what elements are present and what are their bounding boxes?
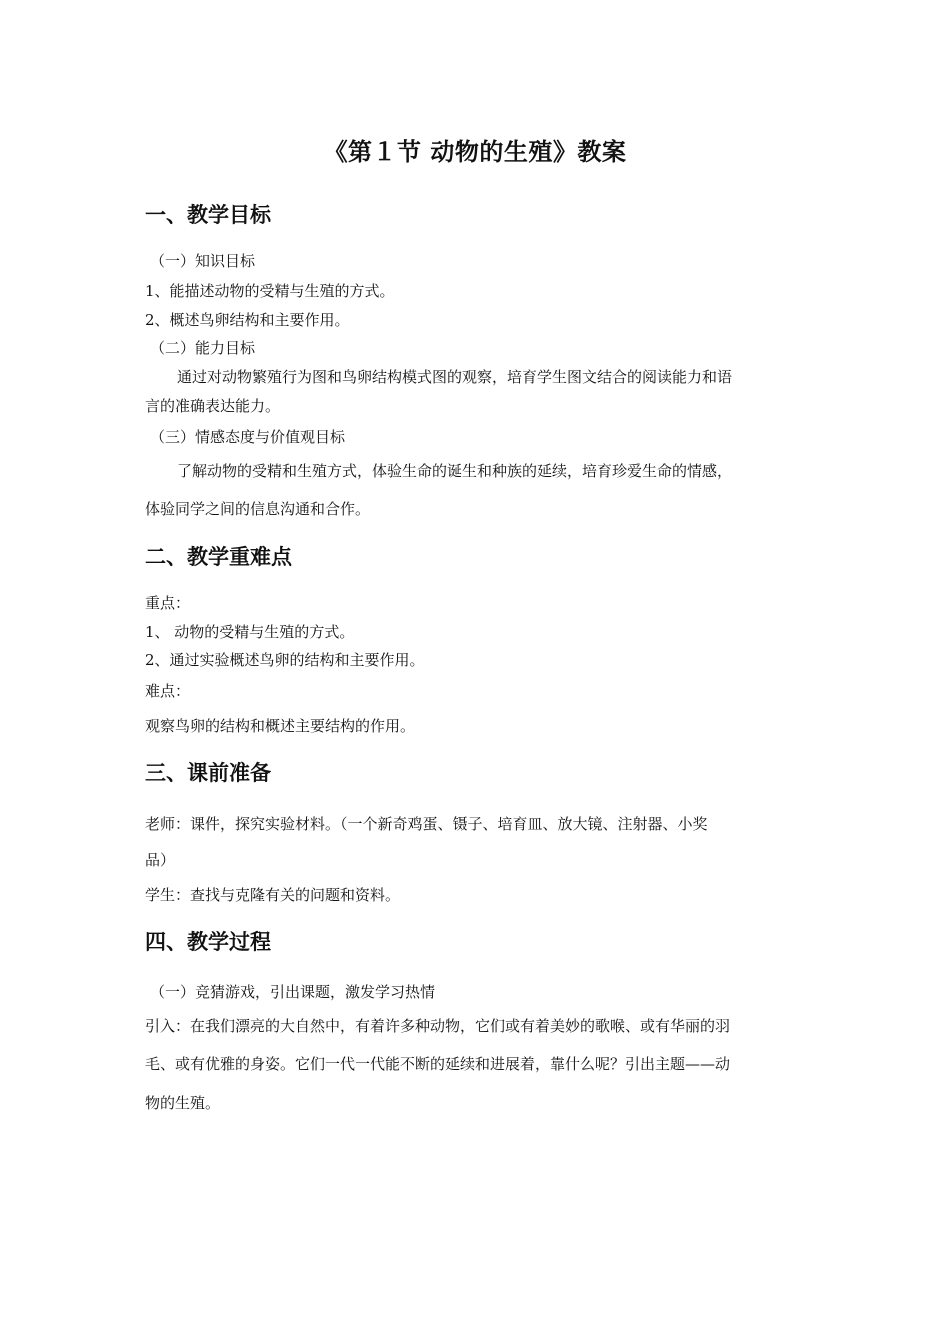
key-point-2: 2、通过实验概述鸟卵的结构和主要作用。: [145, 651, 425, 669]
teacher-preparation-line-1: 老师：课件，探究实验材料。（一个新奇鸡蛋、镊子、培育皿、放大镜、注射器、小奖: [145, 815, 708, 833]
section-heading-process: 四、教学过程: [145, 930, 271, 954]
section-heading-objectives: 一、教学目标: [145, 203, 271, 227]
document-title: 《第１节 动物的生殖》教案: [323, 138, 627, 166]
emotion-objective-label: （三）情感态度与价值观目标: [150, 428, 346, 446]
section-heading-preparation: 三、课前准备: [145, 761, 271, 785]
student-preparation: 学生：查找与克隆有关的问题和资料。: [145, 886, 401, 904]
introduction-line-1: 引入：在我们漂亮的大自然中，有着许多种动物，它们或有着美妙的歌喉、或有华丽的羽: [145, 1017, 731, 1035]
difficulty-label: 难点：: [145, 682, 191, 700]
knowledge-objective-label: （一）知识目标: [150, 252, 256, 270]
process-step-1-label: （一）竞猜游戏，引出课题，激发学习热情: [150, 983, 436, 1001]
introduction-line-2: 毛、或有优雅的身姿。它们一代一代能不断的延续和进展着，靠什么呢？引出主题——动: [145, 1055, 731, 1073]
difficulty-1: 观察鸟卵的结构和概述主要结构的作用。: [145, 717, 416, 735]
introduction-line-3: 物的生殖。: [145, 1094, 221, 1112]
emotion-objective-line-2: 体验同学之间的信息沟通和合作。: [145, 500, 371, 518]
knowledge-objective-2: 2、概述鸟卵结构和主要作用。: [145, 311, 350, 329]
key-point-label: 重点：: [145, 594, 191, 612]
ability-objective-label: （二）能力目标: [150, 339, 256, 357]
emotion-objective-line-1: 了解动物的受精和生殖方式，体验生命的诞生和种族的延续，培育珍爱生命的情感，: [177, 462, 733, 480]
ability-objective-line-1: 通过对动物繁殖行为图和鸟卵结构模式图的观察，培育学生图文结合的阅读能力和语: [177, 368, 733, 386]
knowledge-objective-1: 1、能描述动物的受精与生殖的方式。: [145, 282, 395, 300]
ability-objective-line-2: 言的准确表达能力。: [145, 397, 281, 415]
section-heading-key-points: 二、教学重难点: [145, 545, 292, 569]
teacher-preparation-line-2: 品）: [145, 851, 176, 869]
key-point-1: 1、 动物的受精与生殖的方式。: [145, 623, 355, 641]
